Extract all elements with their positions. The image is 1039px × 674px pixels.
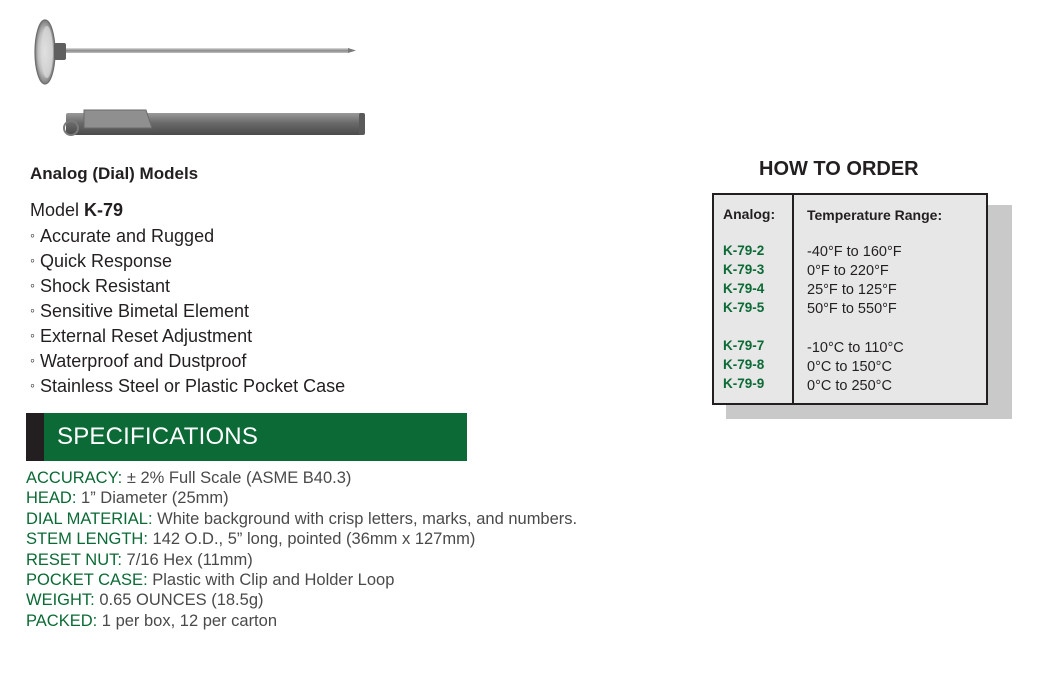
spec-label: DIAL MATERIAL: <box>26 509 153 528</box>
spec-row <box>26 488 586 508</box>
order-col-range-header: Temperature Range: <box>807 207 943 223</box>
feature-text: Accurate and Rugged <box>39 226 215 246</box>
feature-text: Shock Resistant <box>39 276 171 296</box>
spec-row <box>26 468 586 488</box>
spec-value: Plastic with Clip and Holder Loop <box>147 571 395 590</box>
feature-text: Stainless Steel or Plastic Pocket Case <box>39 376 346 396</box>
specifications-list <box>26 468 586 631</box>
spec-label: RESET NUT: <box>26 550 122 569</box>
bullet-icon: ◦ <box>30 227 35 243</box>
order-code: K-79-7 <box>723 338 765 353</box>
feature-item <box>30 274 345 299</box>
spec-value: 0.65 OUNCES (18.5g) <box>94 591 264 610</box>
thermometer-illustration <box>28 10 373 145</box>
feature-item <box>30 324 345 349</box>
order-code: K-79-8 <box>723 357 765 372</box>
order-table-divider <box>792 195 794 403</box>
spec-row <box>26 611 586 631</box>
spec-label: WEIGHT: <box>26 591 95 610</box>
bullet-icon: ◦ <box>30 377 35 393</box>
order-range: 25°F to 125°F <box>807 282 897 298</box>
feature-text: Sensitive Bimetal Element <box>39 301 250 321</box>
model-prefix: Model <box>30 200 80 220</box>
spec-value: 142 O.D., 5” long, pointed (36mm x 127mm) <box>147 530 476 549</box>
order-range: -10°C to 110°C <box>807 340 904 356</box>
spec-label: HEAD: <box>26 489 77 508</box>
dial-head <box>35 20 66 84</box>
bullet-icon: ◦ <box>30 277 35 293</box>
spec-label: ACCURACY: <box>26 469 123 487</box>
order-range: 0°C to 250°C <box>807 378 892 394</box>
spec-label: STEM LENGTH: <box>26 530 148 549</box>
feature-item <box>30 224 345 249</box>
order-code: K-79-5 <box>723 300 765 315</box>
order-code: K-79-2 <box>723 243 765 258</box>
section-heading: Analog (Dial) Models <box>30 164 199 183</box>
spec-value: White background with crisp letters, marks, and numbers. <box>152 509 578 528</box>
order-range: 0°C to 150°C <box>807 359 892 375</box>
order-range: 50°F to 550°F <box>807 301 897 317</box>
order-table <box>712 193 988 405</box>
spec-row <box>26 570 586 590</box>
bullet-icon: ◦ <box>30 252 35 268</box>
order-range: 0°F to 220°F <box>807 263 889 279</box>
feature-text: Quick Response <box>39 251 173 271</box>
banner-accent <box>26 413 44 461</box>
spec-value: ± 2% Full Scale (ASME B40.3) <box>122 469 352 487</box>
model-number: K-79 <box>84 200 124 220</box>
feature-item <box>30 249 345 274</box>
feature-text: External Reset Adjustment <box>39 326 253 346</box>
pocket-case <box>64 110 365 135</box>
bullet-icon: ◦ <box>30 327 35 343</box>
order-code: K-79-3 <box>723 262 765 277</box>
spec-value: 1 per box, 12 per carton <box>97 611 277 630</box>
order-col-code-header: Analog: <box>723 206 776 222</box>
order-range: -40°F to 160°F <box>807 244 902 260</box>
specifications-banner <box>26 413 467 461</box>
feature-item <box>30 349 345 374</box>
spec-row <box>26 550 586 570</box>
bullet-icon: ◦ <box>30 302 35 318</box>
spec-value: 1” Diameter (25mm) <box>76 489 229 508</box>
spec-label: PACKED: <box>26 611 98 630</box>
order-code: K-79-9 <box>723 376 765 391</box>
thermometer-stem <box>62 48 356 53</box>
spec-row <box>26 509 586 529</box>
order-code: K-79-4 <box>723 281 765 296</box>
feature-item <box>30 299 345 324</box>
feature-item <box>30 374 345 399</box>
feature-list <box>30 224 345 399</box>
spec-value: 7/16 Hex (11mm) <box>121 550 253 569</box>
model-line <box>30 200 123 221</box>
spec-row <box>26 529 586 549</box>
spec-label: POCKET CASE: <box>26 571 148 590</box>
spec-row <box>26 590 586 610</box>
feature-text: Waterproof and Dustproof <box>39 351 247 371</box>
specifications-title: SPECIFICATIONS <box>57 423 259 450</box>
bullet-icon: ◦ <box>30 352 35 368</box>
how-to-order-title: HOW TO ORDER <box>759 158 919 180</box>
